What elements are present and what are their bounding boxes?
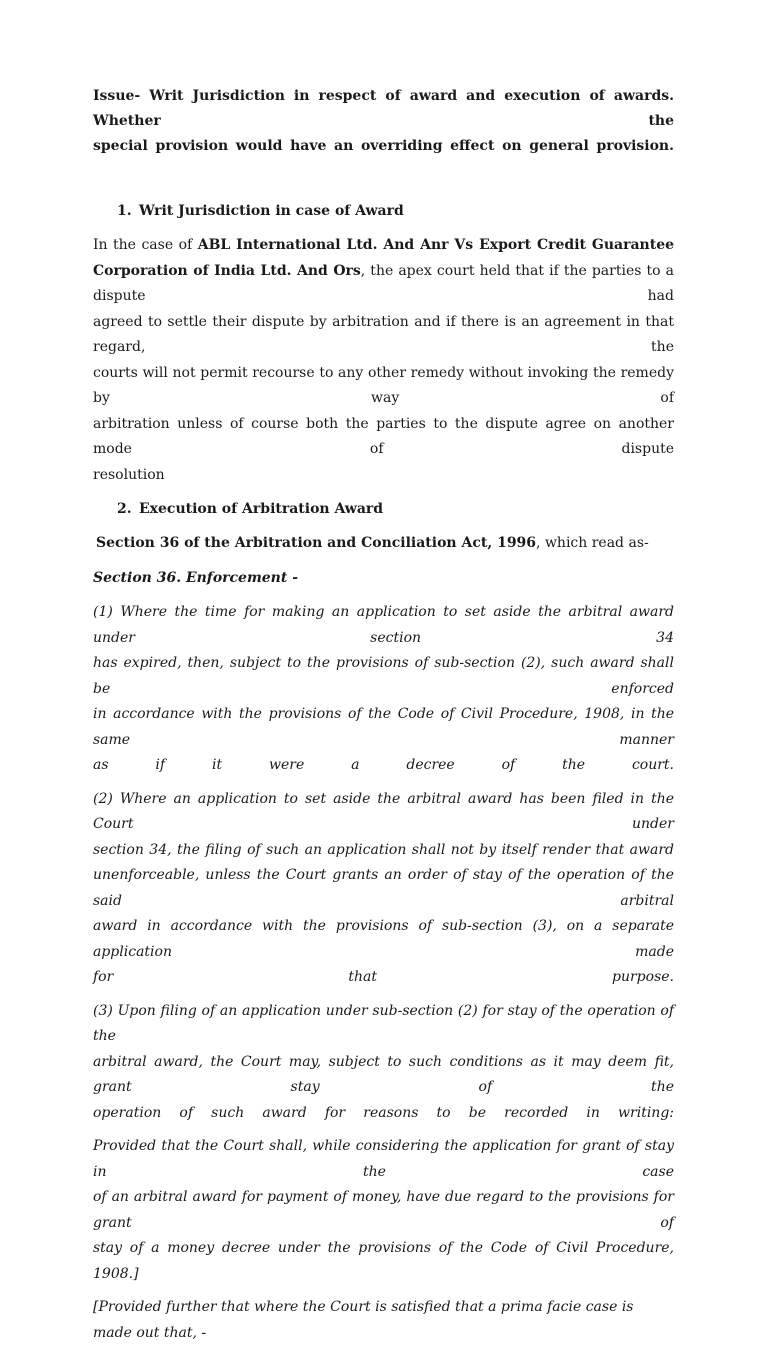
- proviso-line: Provided that the Court shall, while considering the application for grant of stay in the case: [93, 1138, 674, 1180]
- section-intro-rest: , which read as-: [536, 535, 649, 551]
- provision-line: has expired, then, subject to the provisions of sub-section (2), such award shall be enforced: [93, 655, 674, 697]
- case-line-3: agreed to settle their dispute by arbitration and if there is an agreement in that regard, the: [93, 313, 674, 355]
- provision-line: for that purpose.: [93, 969, 674, 985]
- provision-line: operation of such award for reasons to be recorded in writing:: [93, 1104, 674, 1121]
- section-reference: Section 36 of the Arbitration and Conciliation Act, 1996: [96, 535, 537, 551]
- case-lead: In the case of: [93, 237, 198, 253]
- proviso-1: [93, 1134, 674, 1287]
- provision-2: [93, 787, 674, 991]
- case-name-part-2: Corporation of India Ltd. And Ors: [93, 262, 361, 279]
- provision-line: (1) Where the time for making an application to set aside the arbitral award under section 34: [93, 604, 674, 646]
- case-line-4: courts will not permit recourse to any other remedy without invoking the remedy by way of: [93, 364, 674, 406]
- case-line-6: resolution: [93, 466, 165, 483]
- issue-line-1: Issue- Writ Jurisdiction in respect of award and execution of awards. Whether the: [93, 88, 674, 129]
- provision-line: in accordance with the provisions of the Code of Civil Procedure, 1908, in the same manner: [93, 706, 674, 748]
- heading-number: 2.: [117, 501, 132, 517]
- section-intro: [93, 531, 674, 556]
- case-paragraph: [93, 233, 674, 488]
- issue-statement: [93, 84, 674, 159]
- provision-line: (3) Upon filing of an application under sub-section (2) for stay of the operation of the: [93, 1002, 674, 1044]
- issue-line-2: special provision would have an overriding effect on general provision.: [93, 138, 674, 154]
- provision-line: unenforceable, unless the Court grants an order of stay of the operation of the said arbitral: [93, 867, 674, 909]
- proviso-line: of an arbitral award for payment of money, have due regard to the provisions for grant of: [93, 1189, 674, 1231]
- provision-line: as if it were a decree of the court.: [93, 757, 674, 773]
- provision-line: award in accordance with the provisions of sub-section (3), on a separate application made: [93, 918, 674, 960]
- heading-execution-award: [117, 497, 674, 522]
- proviso-line: stay of a money decree under the provisions of the Code of Civil Procedure, 1908.]: [93, 1240, 674, 1282]
- case-line-2-rest: , the apex court held that if the parties to a dispute had: [93, 262, 674, 304]
- provision-3: [93, 999, 674, 1127]
- heading-text: Execution of Arbitration Award: [139, 501, 384, 517]
- case-name-part-1: ABL International Ltd. And Anr Vs Export Credit Guarantee: [197, 237, 675, 253]
- provision-1: [93, 600, 674, 779]
- proviso-2: [Provided further that where the Court is satisfied that a prima facie case is made out that, -: [93, 1299, 634, 1341]
- provision-line: (2) Where an application to set aside the arbitral award has been filed in the Court under: [93, 790, 674, 832]
- provision-line: arbitral award, the Court may, subject to such conditions as it may deem fit, grant stay of the: [93, 1053, 674, 1095]
- provision-line: section 34, the filing of such an application shall not by itself render that award: [93, 841, 674, 858]
- section-title: Section 36. Enforcement -: [93, 570, 299, 586]
- heading-writ-jurisdiction: [117, 199, 674, 224]
- heading-text: Writ Jurisdiction in case of Award: [139, 203, 404, 219]
- heading-number: 1.: [117, 203, 132, 219]
- case-line-5: arbitration unless of course both the parties to the dispute agree on another mode of dispute: [93, 415, 674, 457]
